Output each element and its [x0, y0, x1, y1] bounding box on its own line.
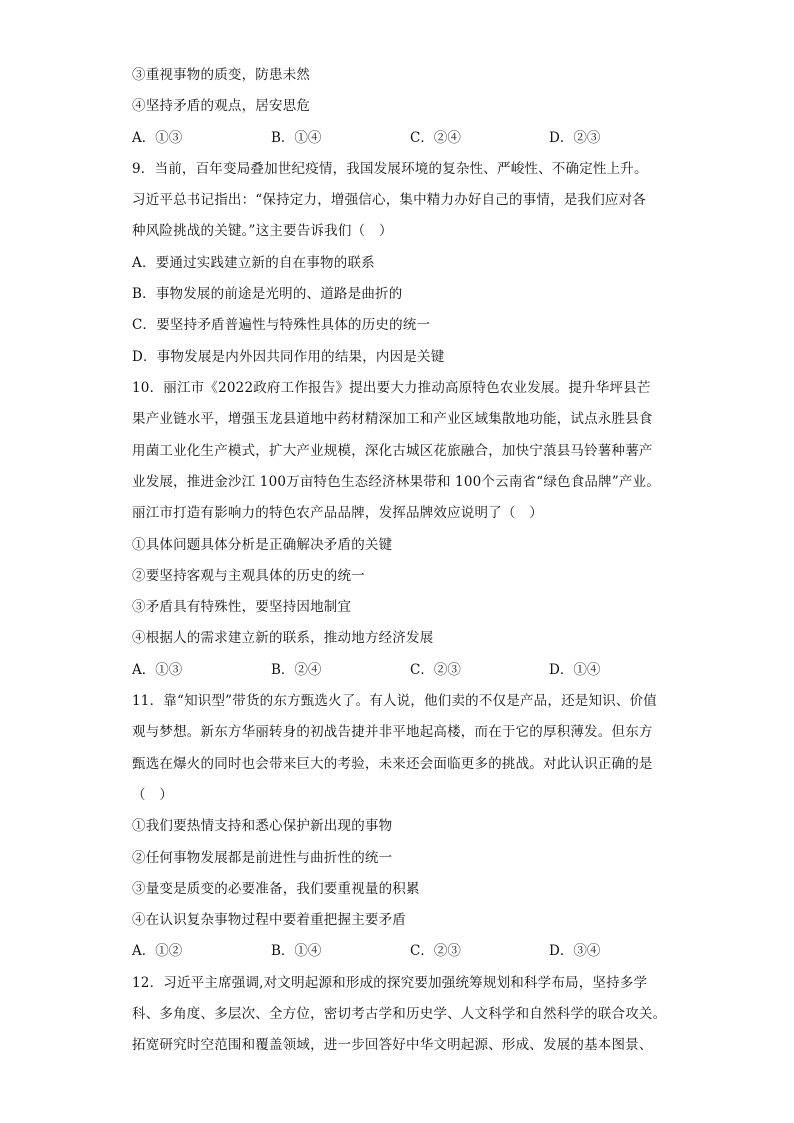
- q11-option-d: D．③④: [549, 943, 601, 959]
- q10-stem-line-5: 丽江市打造有影响力的特色农产品品牌，发挥品牌效应说明了（ ）: [132, 505, 543, 521]
- q8-option-b: B．①④: [271, 130, 322, 146]
- q10-option-d: D．①④: [549, 662, 601, 678]
- q10-option-a: A．①③: [132, 662, 183, 678]
- q10-item-4: ④根据人的需求建立新的联系，推动地方经济发展: [132, 630, 434, 646]
- q9-choice-d: D．事物发展是内外因共同作用的结果，内因是关键: [132, 349, 445, 365]
- q11-stem-line-2: 观与梦想。新东方华丽转身的初战告捷并非平地起高楼，而在于它的厚积薄发。但东方: [132, 724, 653, 740]
- q8-item-3: ③重视事物的质变，防患未然: [132, 67, 311, 83]
- q12-stem-line-1: 12．习近平主席强调,对文明起源和形成的探究要加强统筹规划和科学布局，坚持多学: [132, 975, 648, 991]
- q8-option-c: C．②④: [410, 130, 461, 146]
- q10-stem-line-2: 果产业链水平，增强玉龙县道地中药材精深加工和产业区域集散地功能，试点永胜县食: [132, 411, 653, 427]
- q12-stem-line-2: 科、多角度、多层次、全方位，密切考古学和历史学、人文科学和自然科学的联合攻关。: [132, 1006, 667, 1022]
- q9-choice-a: A．要通过实践建立新的自在事物的联系: [132, 255, 375, 271]
- q11-option-a: A．①②: [132, 943, 183, 959]
- q11-option-b: B．①④: [271, 943, 322, 959]
- q11-item-2: ②任何事物发展都是前进性与曲折性的统一: [132, 850, 393, 866]
- q9-stem-line-2: 习近平总书记指出：“保持定力，增强信心，集中精力办好自己的事情，是我们应对各: [132, 192, 647, 208]
- q10-item-2: ②要坚持客观与主观具体的历史的统一: [132, 568, 365, 584]
- q9-stem-line-3: 种风险挑战的关键。”这主要告诉我们（ ）: [132, 223, 393, 239]
- q9-stem-line-1: 9．当前，百年变局叠加世纪疫情，我国发展环境的复杂性、严峻性、不确定性上升。: [132, 161, 648, 177]
- q9-choice-c: C．要坚持矛盾普遍性与特殊性具体的历史的统一: [132, 317, 431, 333]
- q11-stem-line-4: （ ）: [132, 787, 174, 803]
- q11-item-3: ③量变是质变的必要准备，我们要重视量的积累: [132, 881, 420, 897]
- q10-item-1: ①具体问题具体分析是正确解决矛盾的关键: [132, 537, 393, 553]
- q11-item-1: ①我们要热情支持和悉心保护新出现的事物: [132, 818, 393, 834]
- q11-options: [132, 941, 672, 961]
- q8-item-4: ④坚持矛盾的观点，居安思危: [132, 98, 311, 114]
- q8-option-a: A．①③: [132, 130, 183, 146]
- q11-stem-line-3: 甄选在爆火的同时也会带来巨大的考验，未来还会面临更多的挑战。对此认识正确的是: [132, 756, 653, 772]
- q11-stem-line-1: 11．靠“知识型”带货的东方甄选火了。有人说，他们卖的不仅是产品，还是知识、价值: [132, 693, 657, 709]
- q8-options: [132, 128, 672, 148]
- q11-option-c: C．②③: [410, 943, 461, 959]
- q12-stem-line-3: 拓宽研究时空范围和覆盖领域，进一步回答好中华文明起源、形成、发展的基本图景、: [132, 1037, 653, 1053]
- q9-choice-b: B．事物发展的前途是光明的、道路是曲折的: [132, 286, 403, 302]
- q10-options: [132, 660, 672, 680]
- q11-item-4: ④在认识复杂事物过程中要着重把握主要矛盾: [132, 912, 406, 928]
- q10-option-b: B．②④: [271, 662, 322, 678]
- q10-option-c: C．②③: [410, 662, 461, 678]
- q10-stem-line-4: 业发展，推进金沙江 100万亩特色生态经济林果带和 100个云南省“绿色食品牌”产业。: [132, 474, 661, 490]
- q10-item-3: ③矛盾具有特殊性，要坚持因地制宜: [132, 599, 352, 615]
- q10-stem-line-1: 10．丽江市《2022政府工作报告》提出要大力推动高原特色农业发展。提升华坪县芒: [132, 380, 651, 396]
- q10-stem-line-3: 用菌工业化生产模式，扩大产业规模，深化古城区花旅融合，加快宁蒗县马铃薯种薯产: [132, 443, 653, 459]
- q8-option-d: D．②③: [549, 130, 601, 146]
